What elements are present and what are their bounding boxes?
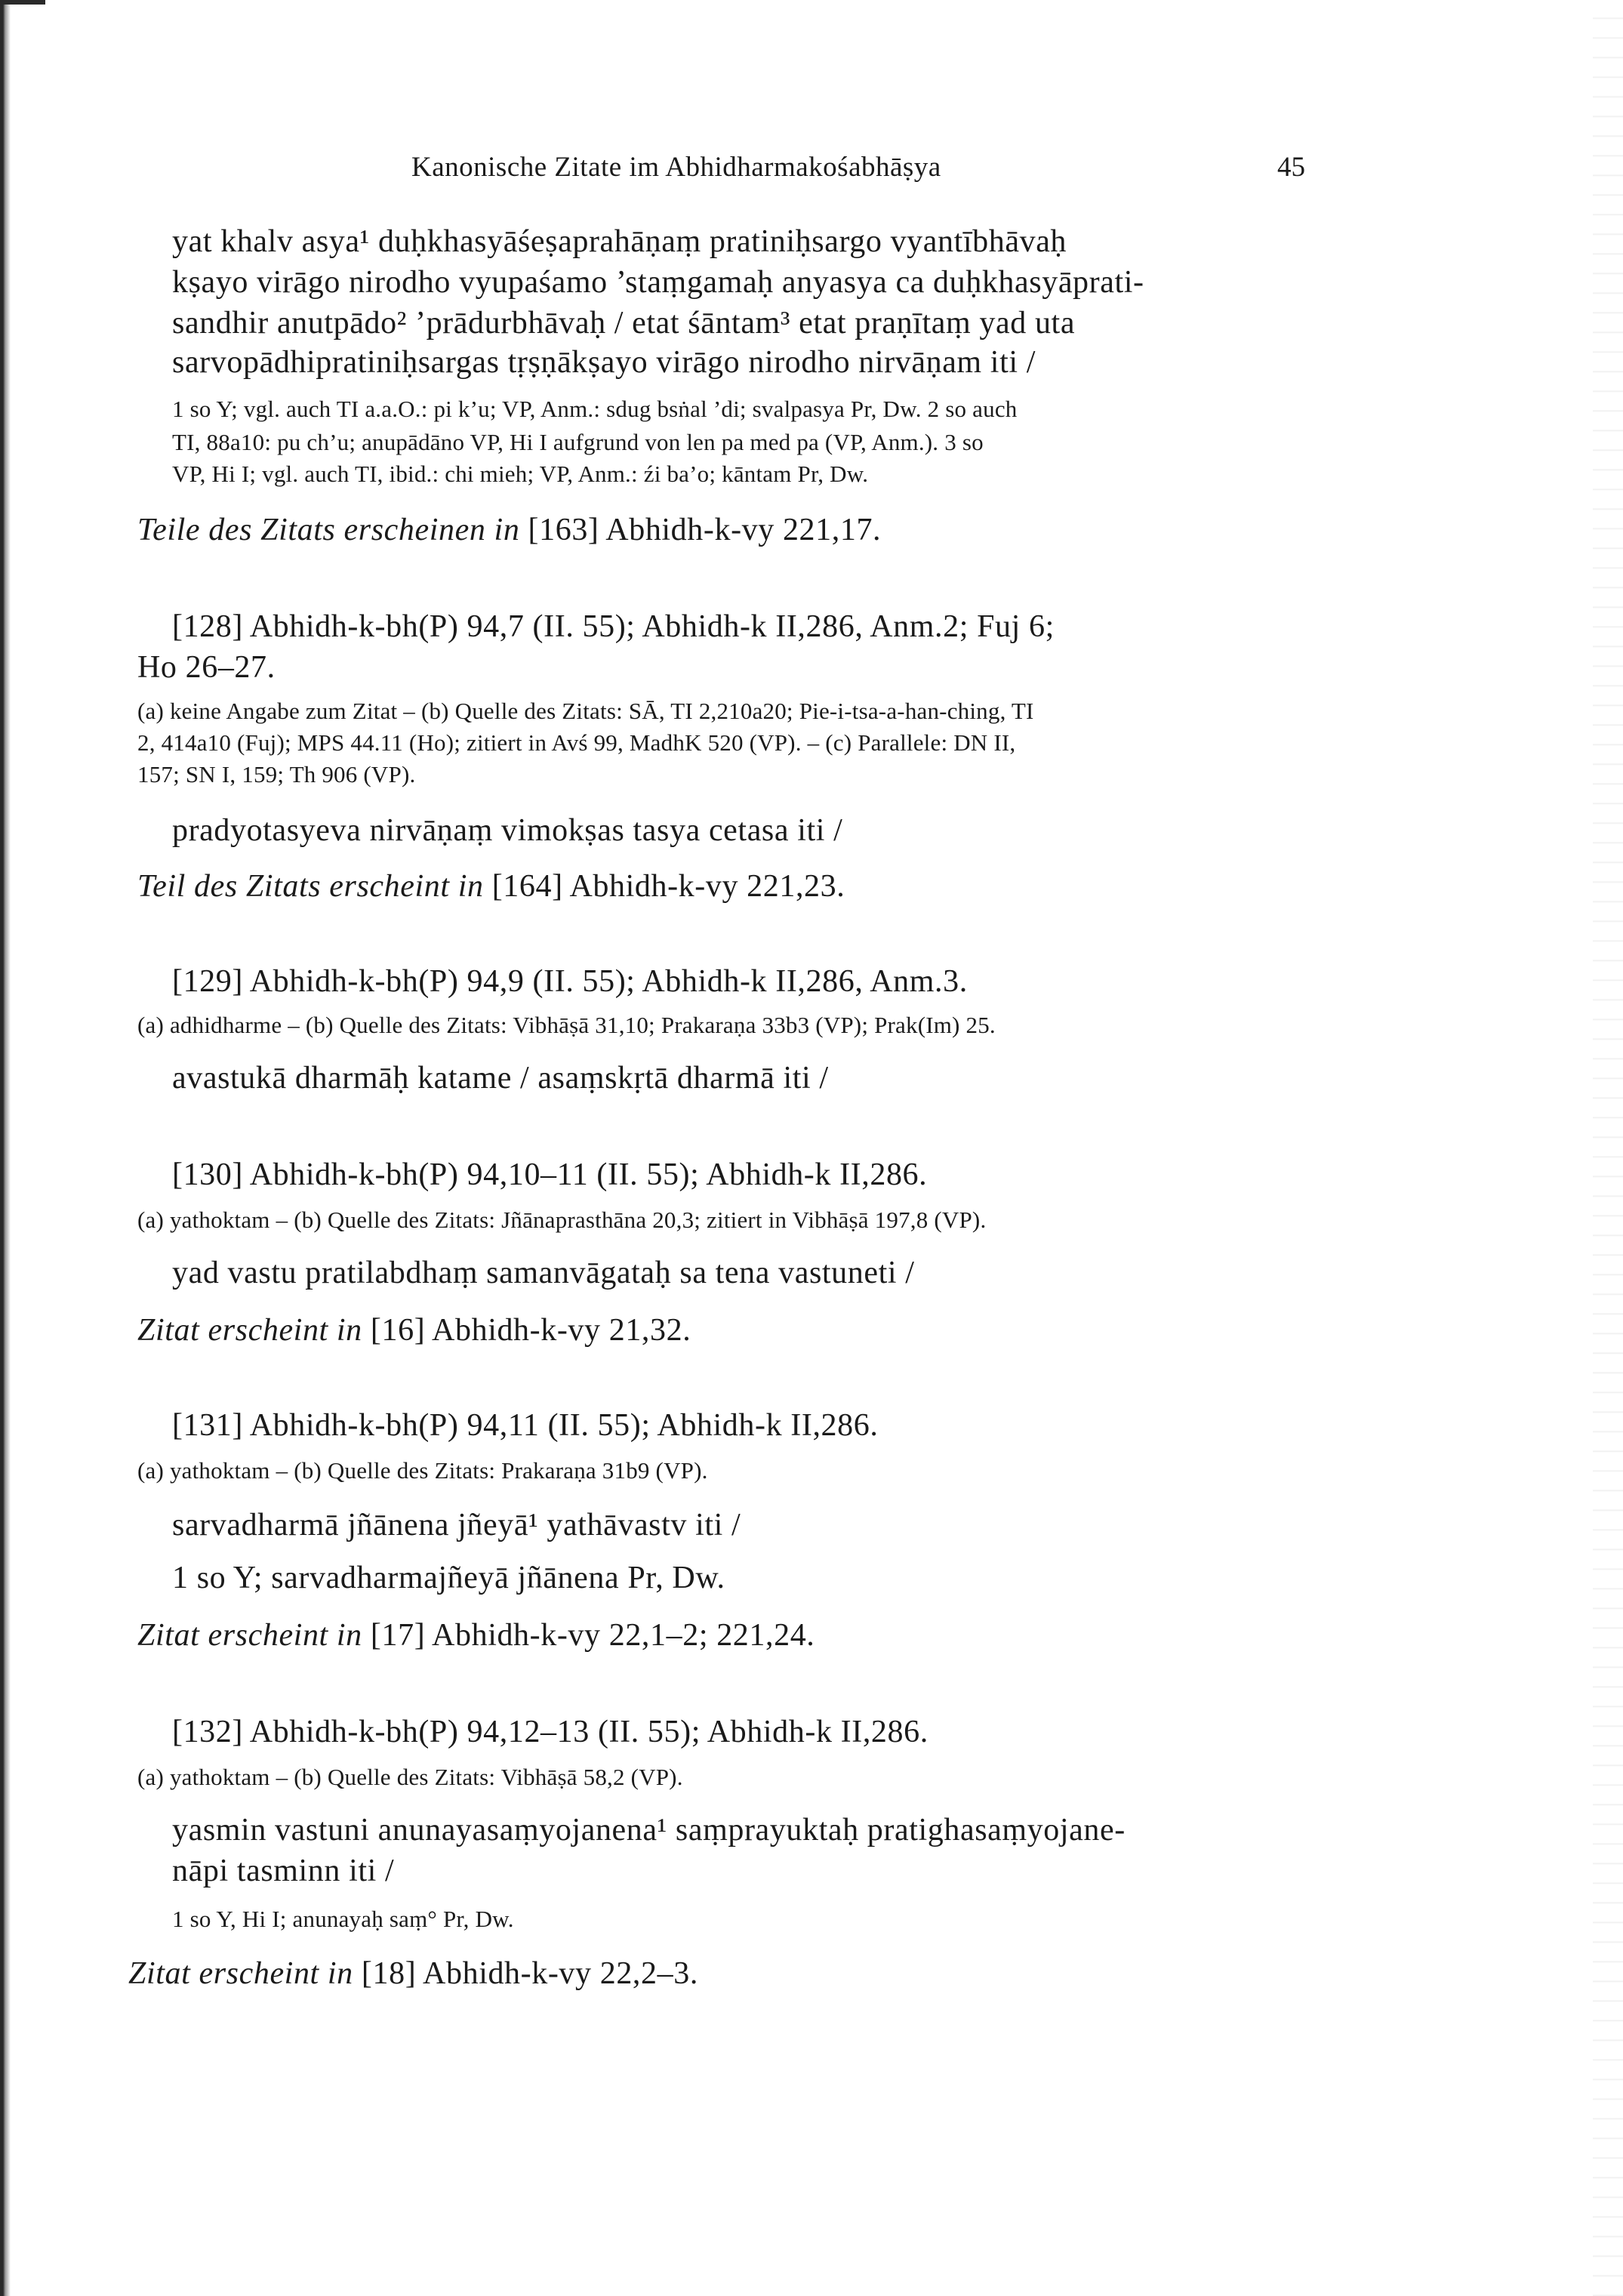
entry-info-line: (a) adhidharme – (b) Quelle des Zitats: Vibhāṣā 31,10; Prakaraṇa 33b3 (VP); Prak(Im) 25.: [137, 1012, 996, 1038]
entry-info-line: (a) yathoktam – (b) Quelle des Zitats: Prakaraṇa 31b9 (VP).: [137, 1457, 708, 1484]
occurrence-ref: [17] Abhidh-k-vy 22,1–2; 221,24.: [370, 1618, 815, 1653]
occurrence-label: Zitat erscheint in: [137, 1313, 362, 1348]
page-number: 45: [1277, 152, 1305, 183]
occurrence-label: Teil des Zitats erscheint in: [137, 869, 484, 904]
entry-heading: [131] Abhidh-k-bh(P) 94,11 (II. 55); Abhidh-k II,286.: [172, 1408, 879, 1443]
footnote-line: 1 so Y; vgl. auch TI a.a.O.: pi k’u; VP, Anm.: sdug bsṅal ’di; svalpasya Pr, Dw. 2 so auch: [172, 396, 1018, 422]
scan-edge-top: [0, 0, 45, 5]
footnote-line: TI, 88a10: pu ch’u; anupādāno VP, Hi I aufgrund von len pa med pa (VP, Anm.). 3 so: [172, 429, 984, 455]
quote-line: kṣayo virāgo nirodho vyupaśamo ’staṃgamaḥ anyasya ca duḥkhasyāprati-: [172, 265, 1144, 300]
quote-line: sarvopādhipratiniḥsargas tṛṣṇākṣayo virāgo nirodho nirvāṇam iti /: [172, 345, 1036, 380]
quote-line: nāpi tasminn iti /: [172, 1854, 395, 1888]
quote-line: sandhir anutpādo² ’prādurbhāvaḥ / etat śāntam³ etat praṇītaṃ yad uta: [172, 306, 1076, 341]
entry-info-line: (a) yathoktam – (b) Quelle des Zitats: Vibhāṣā 58,2 (VP).: [137, 1764, 683, 1790]
occurrence-line: [137, 1312, 691, 1348]
entry-heading: [129] Abhidh-k-bh(P) 94,9 (II. 55); Abhidh-k II,286, Anm.3.: [172, 964, 968, 999]
entry-info-line: (a) yathoktam – (b) Quelle des Zitats: Jñānaprasthāna 20,3; zitiert in Vibhāṣā 197,8 (VP).: [137, 1207, 987, 1233]
running-head: [0, 151, 1623, 196]
occurrence-ref: [163] Abhidh-k-vy 221,17.: [528, 513, 882, 547]
occurrence-ref: [18] Abhidh-k-vy 22,2–3.: [361, 1956, 698, 1991]
entry-heading: Ho 26–27.: [137, 650, 276, 685]
occurrence-line: [137, 1617, 815, 1653]
occurrence-ref: [16] Abhidh-k-vy 21,32.: [370, 1313, 691, 1348]
quote-line: avastukā dharmāḥ katame / asaṃskṛtā dharmā iti /: [172, 1061, 829, 1096]
occurrence-line: [137, 868, 845, 905]
footnote-line: VP, Hi I; vgl. auch TI, ibid.: chi mieh; VP, Anm.: źi ba’o; kāntam Pr, Dw.: [172, 461, 869, 487]
entry-info-line: 157; SN I, 159; Th 906 (VP).: [137, 761, 416, 787]
quote-line: sarvadharmā jñānena jñeyā¹ yathāvastv iti /: [172, 1508, 741, 1542]
occurrence-label: Teile des Zitats erscheinen in: [137, 513, 520, 547]
occurrence-ref: [164] Abhidh-k-vy 221,23.: [491, 869, 845, 904]
quote-line: yasmin vastuni anunayasaṃyojanena¹ saṃprayuktaḥ pratighasaṃyojane-: [172, 1813, 1126, 1848]
occurrence-line: [137, 512, 881, 548]
occurrence-label: Zitat erscheint in: [128, 1956, 353, 1991]
occurrence-line: [128, 1955, 698, 1992]
entry-heading: [132] Abhidh-k-bh(P) 94,12–13 (II. 55); Abhidh-k II,286.: [172, 1715, 929, 1749]
quote-line: yad vastu pratilabdhaṃ samanvāgataḥ sa tena vastuneti /: [172, 1256, 915, 1290]
footnote-line: 1 so Y; sarvadharmajñeyā jñānena Pr, Dw.: [172, 1561, 725, 1595]
running-head-title: Kanonische Zitate im Abhidharmakośabhāṣya: [411, 152, 941, 183]
entry-info-line: (a) keine Angabe zum Zitat – (b) Quelle des Zitats: SĀ, TI 2,210a20; Pie-i-tsa-a-han-ching, TI: [137, 698, 1034, 724]
entry-heading: [128] Abhidh-k-bh(P) 94,7 (II. 55); Abhidh-k II,286, Anm.2; Fuj 6;: [172, 609, 1055, 644]
scan-edge-left: [0, 0, 11, 2296]
quote-line: yat khalv asya¹ duḥkhasyāśeṣaprahāṇaṃ pratiniḥsargo vyantībhāvaḥ: [172, 224, 1067, 259]
entry-info-line: 2, 414a10 (Fuj); MPS 44.11 (Ho); zitiert in Avś 99, MadhK 520 (VP). – (c) Parallele: DN II,: [137, 729, 1016, 756]
occurrence-label: Zitat erscheint in: [137, 1618, 362, 1653]
entry-heading: [130] Abhidh-k-bh(P) 94,10–11 (II. 55); Abhidh-k II,286.: [172, 1157, 928, 1192]
quote-line: pradyotasyeva nirvāṇaṃ vimokṣas tasya cetasa iti /: [172, 813, 843, 848]
scan-edge-right: [1593, 0, 1623, 2296]
footnote-line: 1 so Y, Hi I; anunayaḥ saṃ° Pr, Dw.: [172, 1906, 514, 1932]
